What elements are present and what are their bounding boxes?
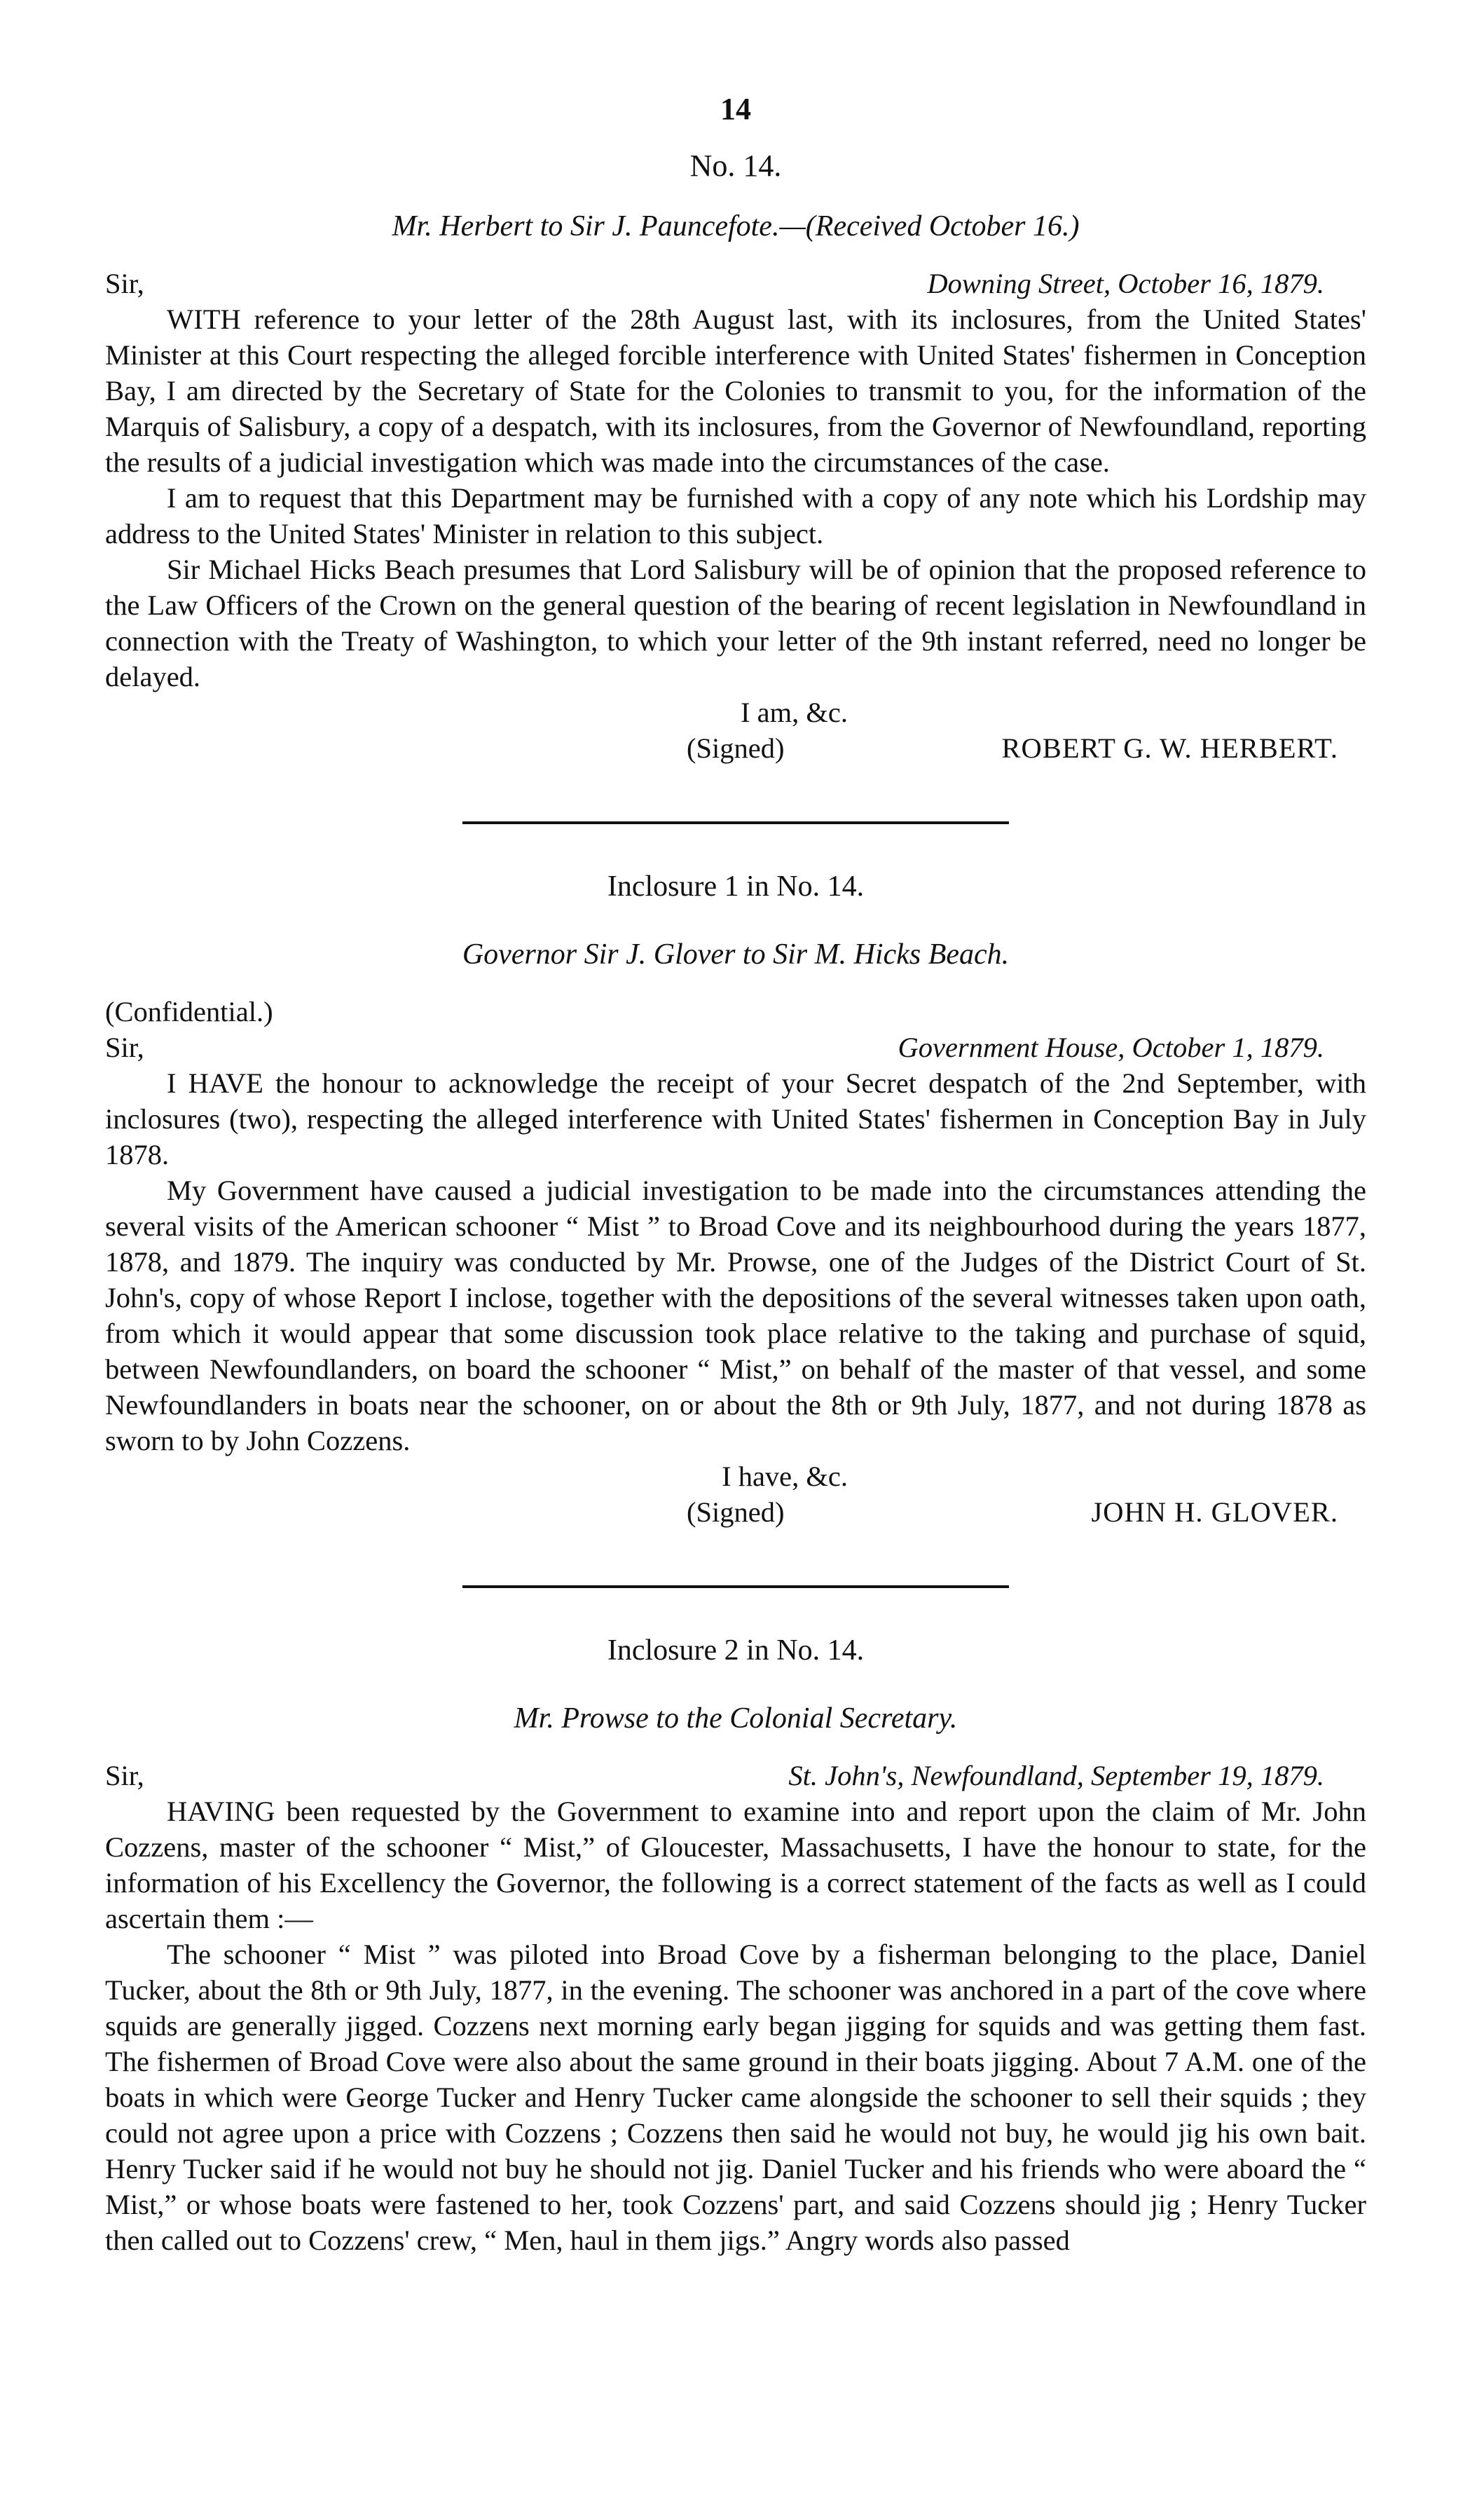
paragraph: I HAVE the honour to acknowledge the receipt of your Secret despatch of the 2nd September, with inclosures (two), respecting the alleged interference with United States' fishermen in Conception Bay in July 1878. <box>105 1067 1366 1170</box>
salutation: Sir, <box>105 268 144 299</box>
page-number: 14 <box>720 92 751 126</box>
salutation: Sir, <box>105 1760 144 1791</box>
signer-name: ROBERT G. W. HERBERT. <box>1001 732 1338 764</box>
signer-name: JOHN H. GLOVER. <box>1091 1496 1338 1528</box>
paragraph: HAVING been requested by the Government to examine into and report upon the claim of Mr. John Cozzens, master of the schooner “ Mist,” of Gloucester, Massachusetts, I have the honour to state, for the information of his Excellency the Governor, the following is a correct statement of the facts as well as I could ascertain them :— <box>105 1796 1366 1934</box>
salutation-line <box>105 1030 1366 1065</box>
paragraph: I am to request that this Department may be furnished with a copy of any note which his Lordship may address to the United States' Minister in relation to this subject. <box>105 482 1366 549</box>
inclosure-heading: Governor Sir J. Glover to Sir M. Hicks Beach. <box>462 938 1010 971</box>
paragraph: WITH reference to your letter of the 28th August last, with its inclosures, from the United States' Minister at this Court respecting the alleged forcible interference with United States' fishermen in Conception Bay, I am directed by the Secretary of State for the Colonies to transmit to you, for the information of the Marquis of Salisbury, a copy of a despatch, with its inclosures, from the Governor of Newfoundland, reporting the results of a judicial investigation which was made into the circumstances of the case. <box>105 303 1366 478</box>
signed-label: (Signed) <box>687 732 785 764</box>
salutation-line <box>105 266 1366 301</box>
section-divider <box>462 821 1009 824</box>
letter-herbert <box>105 209 1366 772</box>
place-date: Downing Street, October 16, 1879. <box>927 268 1324 299</box>
paragraph: Sir Michael Hicks Beach presumes that Lord Salisbury will be of opinion that the proposed reference to the Law Officers of the Crown on the general question of the bearing of recent legislation in Newfoundland in connection with the Treaty of Washington, to which your letter of the 9th instant referred, need no longer be delayed. <box>105 554 1366 692</box>
signed-label: (Signed) <box>687 1496 785 1528</box>
paragraph: My Government have caused a judicial investigation to be made into the circumstances attending the several visits of the American schooner “ Mist ” to Broad Cove and its neighbourhood during the years 1877, 1878, and 1879. The inquiry was conducted by Mr. Prowse, one of the Judges of the District Court of St. John's, copy of whose Report I inclose, together with the depositions of the several witnesses taken upon oath, from which it would appear that some discussion took place relative to the taking and purchase of squid, between Newfoundlanders, on board the schooner “ Mist,” on behalf of the master of that vessel, and some Newfoundlanders in boats near the schooner, on or about the 8th or 9th July, 1877, and not during 1878 as sworn to by John Cozzens. <box>105 1175 1366 1456</box>
letter-heading: Mr. Herbert to Sir J. Pauncefote.—(Received October 16.) <box>392 210 1080 242</box>
inclosure-1 <box>105 869 1366 1536</box>
confidential-note: (Confidential.) <box>105 996 273 1027</box>
inclosure-title: Inclosure 1 in No. 14. <box>607 870 865 903</box>
salutation: Sir, <box>105 1032 144 1063</box>
paragraph: The schooner “ Mist ” was piloted into Broad Cove by a fisherman belonging to the place, Daniel Tucker, about the 8th or 9th July, 1877, in the evening. The schooner was anchored in a part of the cove where squids are generally jigged. Cozzens next morning early began jigging for squids and was getting them fast. The fishermen of Broad Cove were also about the same ground in their boats jigging. About 7 A.M. one of the boats in which were George Tucker and Henry Tucker came alongside the schooner to sell their squids ; they could not agree upon a price with Cozzens ; Cozzens then said he would not buy, he would jig his own bait. Henry Tucker said if he would not buy he should not jig. Daniel Tucker and his friends who were aboard the “ Mist,” or whose boats were fastened to her, took Cozzens' part, and said Cozzens should jig ; Henry Tucker then called out to Cozzens' crew, “ Men, haul in them jigs.” Angry words also passed <box>105 1939 1366 2256</box>
document-number: No. 14. <box>689 149 782 183</box>
inclosure-2 <box>105 1633 1366 2258</box>
document-page <box>105 91 1366 2258</box>
signature-line <box>105 730 1366 772</box>
salutation-line <box>105 1758 1366 1793</box>
section-divider <box>462 1585 1009 1588</box>
place-date: St. John's, Newfoundland, September 19, 1879. <box>788 1760 1324 1791</box>
closing: I have, &c. <box>722 1461 848 1492</box>
closing: I am, &c. <box>741 697 848 728</box>
signature-line <box>105 1494 1366 1536</box>
place-date: Government House, October 1, 1879. <box>898 1032 1324 1063</box>
inclosure-heading: Mr. Prowse to the Colonial Secretary. <box>514 1702 958 1735</box>
inclosure-title: Inclosure 2 in No. 14. <box>607 1634 865 1667</box>
